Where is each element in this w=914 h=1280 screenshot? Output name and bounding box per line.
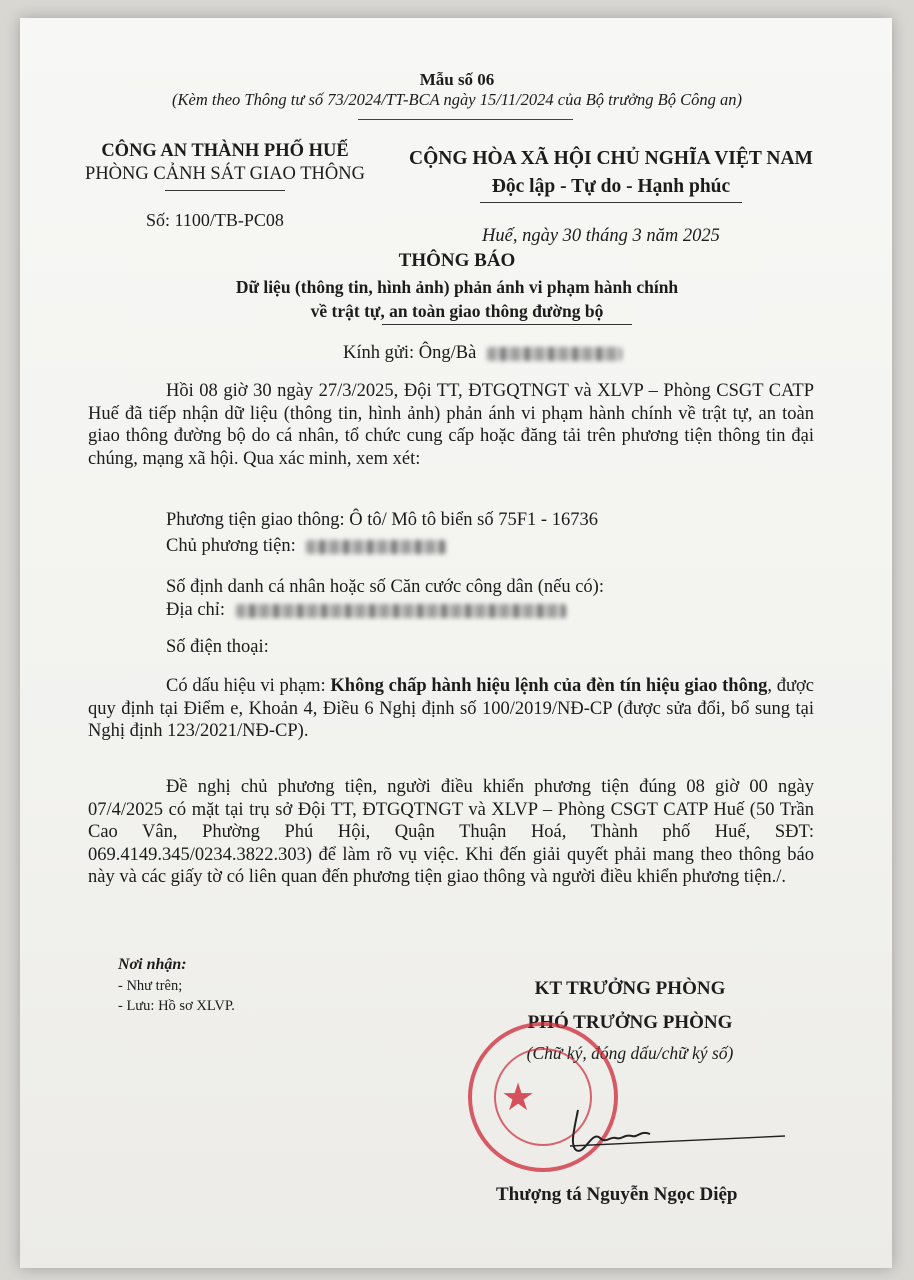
- issuer-dept: PHÒNG CẢNH SÁT GIAO THÔNG: [85, 164, 365, 184]
- signature-title-2: PHÓ TRƯỞNG PHÒNG: [527, 1012, 733, 1033]
- violation-prefix: Có dấu hiệu vi phạm:: [166, 676, 331, 696]
- salutation: [343, 343, 622, 364]
- violation-description: Không chấp hành hiệu lệnh của đèn tín hiệu giao thông: [330, 676, 768, 696]
- intro-paragraph: Hồi 08 giờ 30 ngày 27/3/2025, Đội TT, ĐTGQTNGT và XLVP – Phòng CSGT CATP Huế đã tiếp nhận dữ liệu (thông tin, hình ảnh) phản ánh vi phạm hành chính về trật tự, an toàn giao thông đường bộ do cá nhân, tổ chức cung cấp hoặc đăng tải trên phương tiện thông tin đại chúng, mạng xã hội. Qua xác minh, xem xét:: [88, 381, 814, 469]
- recipients-label: Nơi nhận:: [118, 956, 187, 973]
- state-motto: Độc lập - Tự do - Hạnh phúc: [491, 176, 731, 197]
- signature-note: (Chữ ký, đóng dấu/chữ ký số): [526, 1043, 734, 1063]
- violation-paragraph: [88, 675, 814, 743]
- redacted-recipient-name: [487, 347, 622, 361]
- notice-subtitle-2: về trật tự, an toàn giao thông đường bộ: [310, 301, 604, 321]
- address-label: Địa chỉ:: [166, 600, 226, 620]
- document-number: Số: 1100/TB-PC08: [146, 210, 284, 230]
- title-divider: [382, 324, 632, 325]
- form-number: Mẫu số 06: [419, 70, 495, 89]
- document-date: Huế, ngày 30 tháng 3 năm 2025: [482, 226, 720, 246]
- violation-legal-basis: , được quy định tại Điểm e, Khoản 4, Điều 6 Nghị định số 100/2019/NĐ-CP (được sửa đổi, bổ sung tại Nghị định 123/2021/NĐ-CP).: [88, 676, 814, 741]
- issuer-block: [60, 140, 390, 186]
- notice-title: THÔNG BÁO: [398, 250, 516, 271]
- issuer-org: CÔNG AN THÀNH PHỐ HUẾ: [101, 141, 349, 161]
- motto-divider: [480, 202, 742, 203]
- salutation-label: Kính gửi: Ông/Bà: [343, 343, 477, 363]
- owner-line: [166, 536, 446, 557]
- redacted-owner-name: [306, 540, 446, 554]
- signature-title-1: KT TRƯỞNG PHÒNG: [534, 978, 726, 999]
- handwritten-signature: [540, 1100, 790, 1170]
- redacted-address: [236, 604, 566, 618]
- document-page: [20, 18, 892, 1268]
- star-emblem-icon: ★: [500, 1077, 536, 1119]
- recipient-item: - Như trên;: [118, 978, 183, 994]
- signer-name: Thượng tá Nguyễn Ngọc Diệp: [496, 1184, 738, 1205]
- header-divider: [358, 119, 573, 120]
- issuer-divider: [165, 190, 285, 191]
- state-name: CỘNG HÒA XÃ HỘI CHỦ NGHĨA VIỆT NAM: [409, 148, 813, 169]
- recipient-item: - Lưu: Hồ sơ XLVP.: [118, 998, 235, 1014]
- vehicle-line: Phương tiện giao thông: Ô tô/ Mô tô biển số 75F1 - 16736: [166, 510, 598, 530]
- address-line: [166, 600, 566, 621]
- phone-line: Số điện thoại:: [166, 637, 269, 657]
- notice-subtitle-1: Dữ liệu (thông tin, hình ảnh) phản ánh vi phạm hành chính: [235, 277, 679, 297]
- form-reference: (Kèm theo Thông tư số 73/2024/TT-BCA ngày 15/11/2024 của Bộ trưởng Bộ Công an): [172, 90, 742, 109]
- request-paragraph: Đề nghị chủ phương tiện, người điều khiển phương tiện đúng 08 giờ 00 ngày 07/4/2025 có mặt tại trụ sở Đội TT, ĐTGQTNGT và XLVP – Phòng CSGT CATP Huế (50 Trần Cao Vân, Phường Phú Hội, Quận Thuận Hoá, Thành phố Huế, SĐT: 069.4149.345/0234.3822.303) để làm rõ vụ việc. Khi đến giải quyết phải mang theo thông báo này và các giấy tờ có liên quan đến phương tiện giao thông và người điều khiển phương tiện./.: [88, 777, 814, 887]
- id-line: Số định danh cá nhân hoặc số Căn cước công dân (nếu có):: [166, 577, 604, 597]
- owner-label: Chủ phương tiện:: [166, 536, 296, 556]
